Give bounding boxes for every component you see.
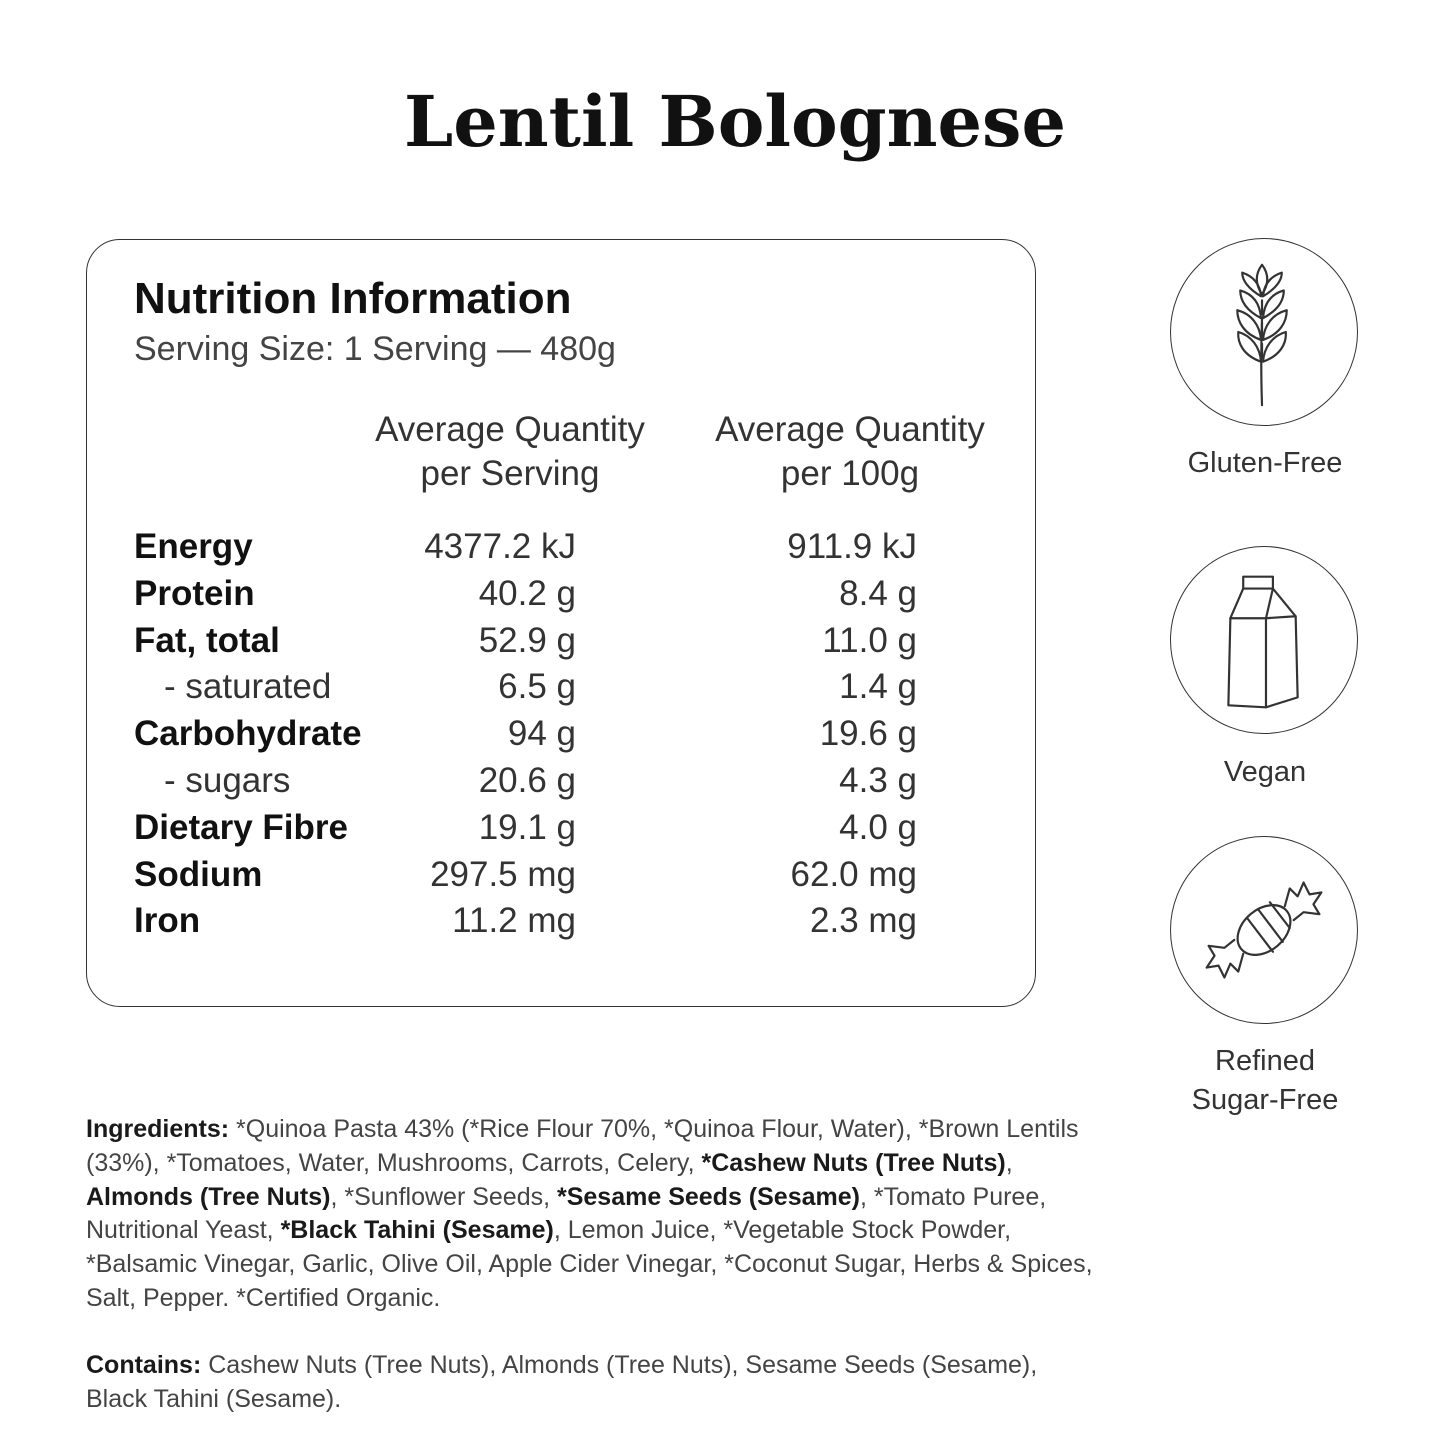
contains-text: Contains: Cashew Nuts (Tree Nuts), Almonds (Tree Nuts), Sesame Seeds (Sesame), Black Tahini (Sesame). xyxy=(86,1351,1038,1413)
per-100g-value: 1.4 g xyxy=(839,667,917,707)
nutrition-heading: Nutrition Information xyxy=(134,274,572,323)
candy-icon xyxy=(1171,837,1357,1023)
row-label: Fat, total xyxy=(134,620,280,660)
nutrition-row-energy xyxy=(0,524,1040,571)
per-serving-value: 11.2 mg xyxy=(452,901,576,941)
row-label: Protein xyxy=(134,573,255,613)
column-header-per-serving: Average Quantity per Serving xyxy=(375,410,645,493)
gluten-free-label: Gluten-Free xyxy=(1187,447,1343,479)
row-label: Iron xyxy=(134,901,201,941)
ingredients-text: Ingredients: *Quinoa Pasta 43% (*Rice Flour 70%, *Quinoa Flour, Water), *Brown Lentils (33%), *Tomatoes, Water, Mushrooms, Carrots, Celery, *Cashew Nuts (Tree Nuts), Almonds (Tree Nuts), *Sunflower Seeds, *Sesame Seeds (Sesame), *Tomato Puree, Nutritional Yeast, *Black Tahini (Sesame), Lemon Juice, *Vegetable Stock Powder, *Balsamic Vinegar, Garlic, Olive Oil, Apple Cider Vinegar, *Coconut Sugar, Herbs & Spices, Salt, Pepper. *Certified Organic. xyxy=(86,1115,1093,1312)
per-serving-value: 6.5 g xyxy=(498,667,576,707)
serving-size: Serving Size: 1 Serving — 480g xyxy=(134,330,616,368)
per-100g-value: 62.0 mg xyxy=(790,854,917,894)
nutrition-row-dietary-fibre xyxy=(0,805,1040,852)
per-serving-value: 4377.2 kJ xyxy=(424,527,576,566)
row-label: Carbohydrate xyxy=(134,714,362,754)
refined-sugar-free-badge xyxy=(1170,836,1358,1024)
contains-label: Contains: xyxy=(86,1351,202,1379)
column-header-per-100g: Average Quantity per 100g xyxy=(715,410,985,493)
row-label: Sodium xyxy=(134,854,263,894)
row-label: Dietary Fibre xyxy=(134,807,348,847)
product-title: Lentil Bolognese xyxy=(404,80,1066,163)
per-100g-value: 4.3 g xyxy=(839,760,917,800)
refined-sugar-free-label: Refined Sugar-Free xyxy=(1191,1045,1339,1116)
per-100g-value: 11.0 g xyxy=(822,620,917,660)
per-serving-value: 94 g xyxy=(507,714,576,754)
per-100g-value: 911.9 kJ xyxy=(787,527,917,566)
per-serving-value: 20.6 g xyxy=(478,760,576,800)
nutrition-row-carbohydrate xyxy=(0,711,1040,758)
nutrition-row-fat-total xyxy=(0,618,1040,665)
gluten-free-badge xyxy=(1170,238,1358,426)
per-serving-value: 297.5 mg xyxy=(430,854,576,894)
vegan-label: Vegan xyxy=(1223,756,1307,788)
row-label: Energy xyxy=(134,527,253,566)
per-serving-value: 52.9 g xyxy=(478,620,576,660)
nutrition-rows xyxy=(0,524,1040,945)
per-serving-value: 40.2 g xyxy=(478,573,576,613)
wheat-icon xyxy=(1171,239,1357,425)
nutrition-row-sugars xyxy=(0,758,1040,805)
row-label: - sugars xyxy=(164,760,291,800)
allergen-sesame-seeds: *Sesame Seeds (Sesame) xyxy=(557,1182,860,1211)
per-serving-value: 19.1 g xyxy=(478,807,576,847)
nutrition-row-sodium xyxy=(0,852,1040,899)
per-100g-value: 19.6 g xyxy=(819,714,917,754)
ingredients-label: Ingredients: xyxy=(86,1115,230,1143)
allergen-cashew: *Cashew Nuts (Tree Nuts) xyxy=(701,1148,1006,1177)
per-100g-value: 8.4 g xyxy=(839,573,917,613)
allergen-black-tahini: *Black Tahini (Sesame) xyxy=(280,1216,554,1245)
vegan-badge xyxy=(1170,546,1358,734)
nutrition-row-iron xyxy=(0,898,1040,945)
milk-carton-icon xyxy=(1171,547,1357,733)
per-100g-value: 2.3 mg xyxy=(810,901,917,941)
nutrition-row-saturated xyxy=(0,664,1040,711)
per-100g-value: 4.0 g xyxy=(839,807,917,847)
nutrition-row-protein xyxy=(0,571,1040,618)
row-label: - saturated xyxy=(164,667,332,707)
allergen-almonds: Almonds (Tree Nuts) xyxy=(86,1182,331,1211)
